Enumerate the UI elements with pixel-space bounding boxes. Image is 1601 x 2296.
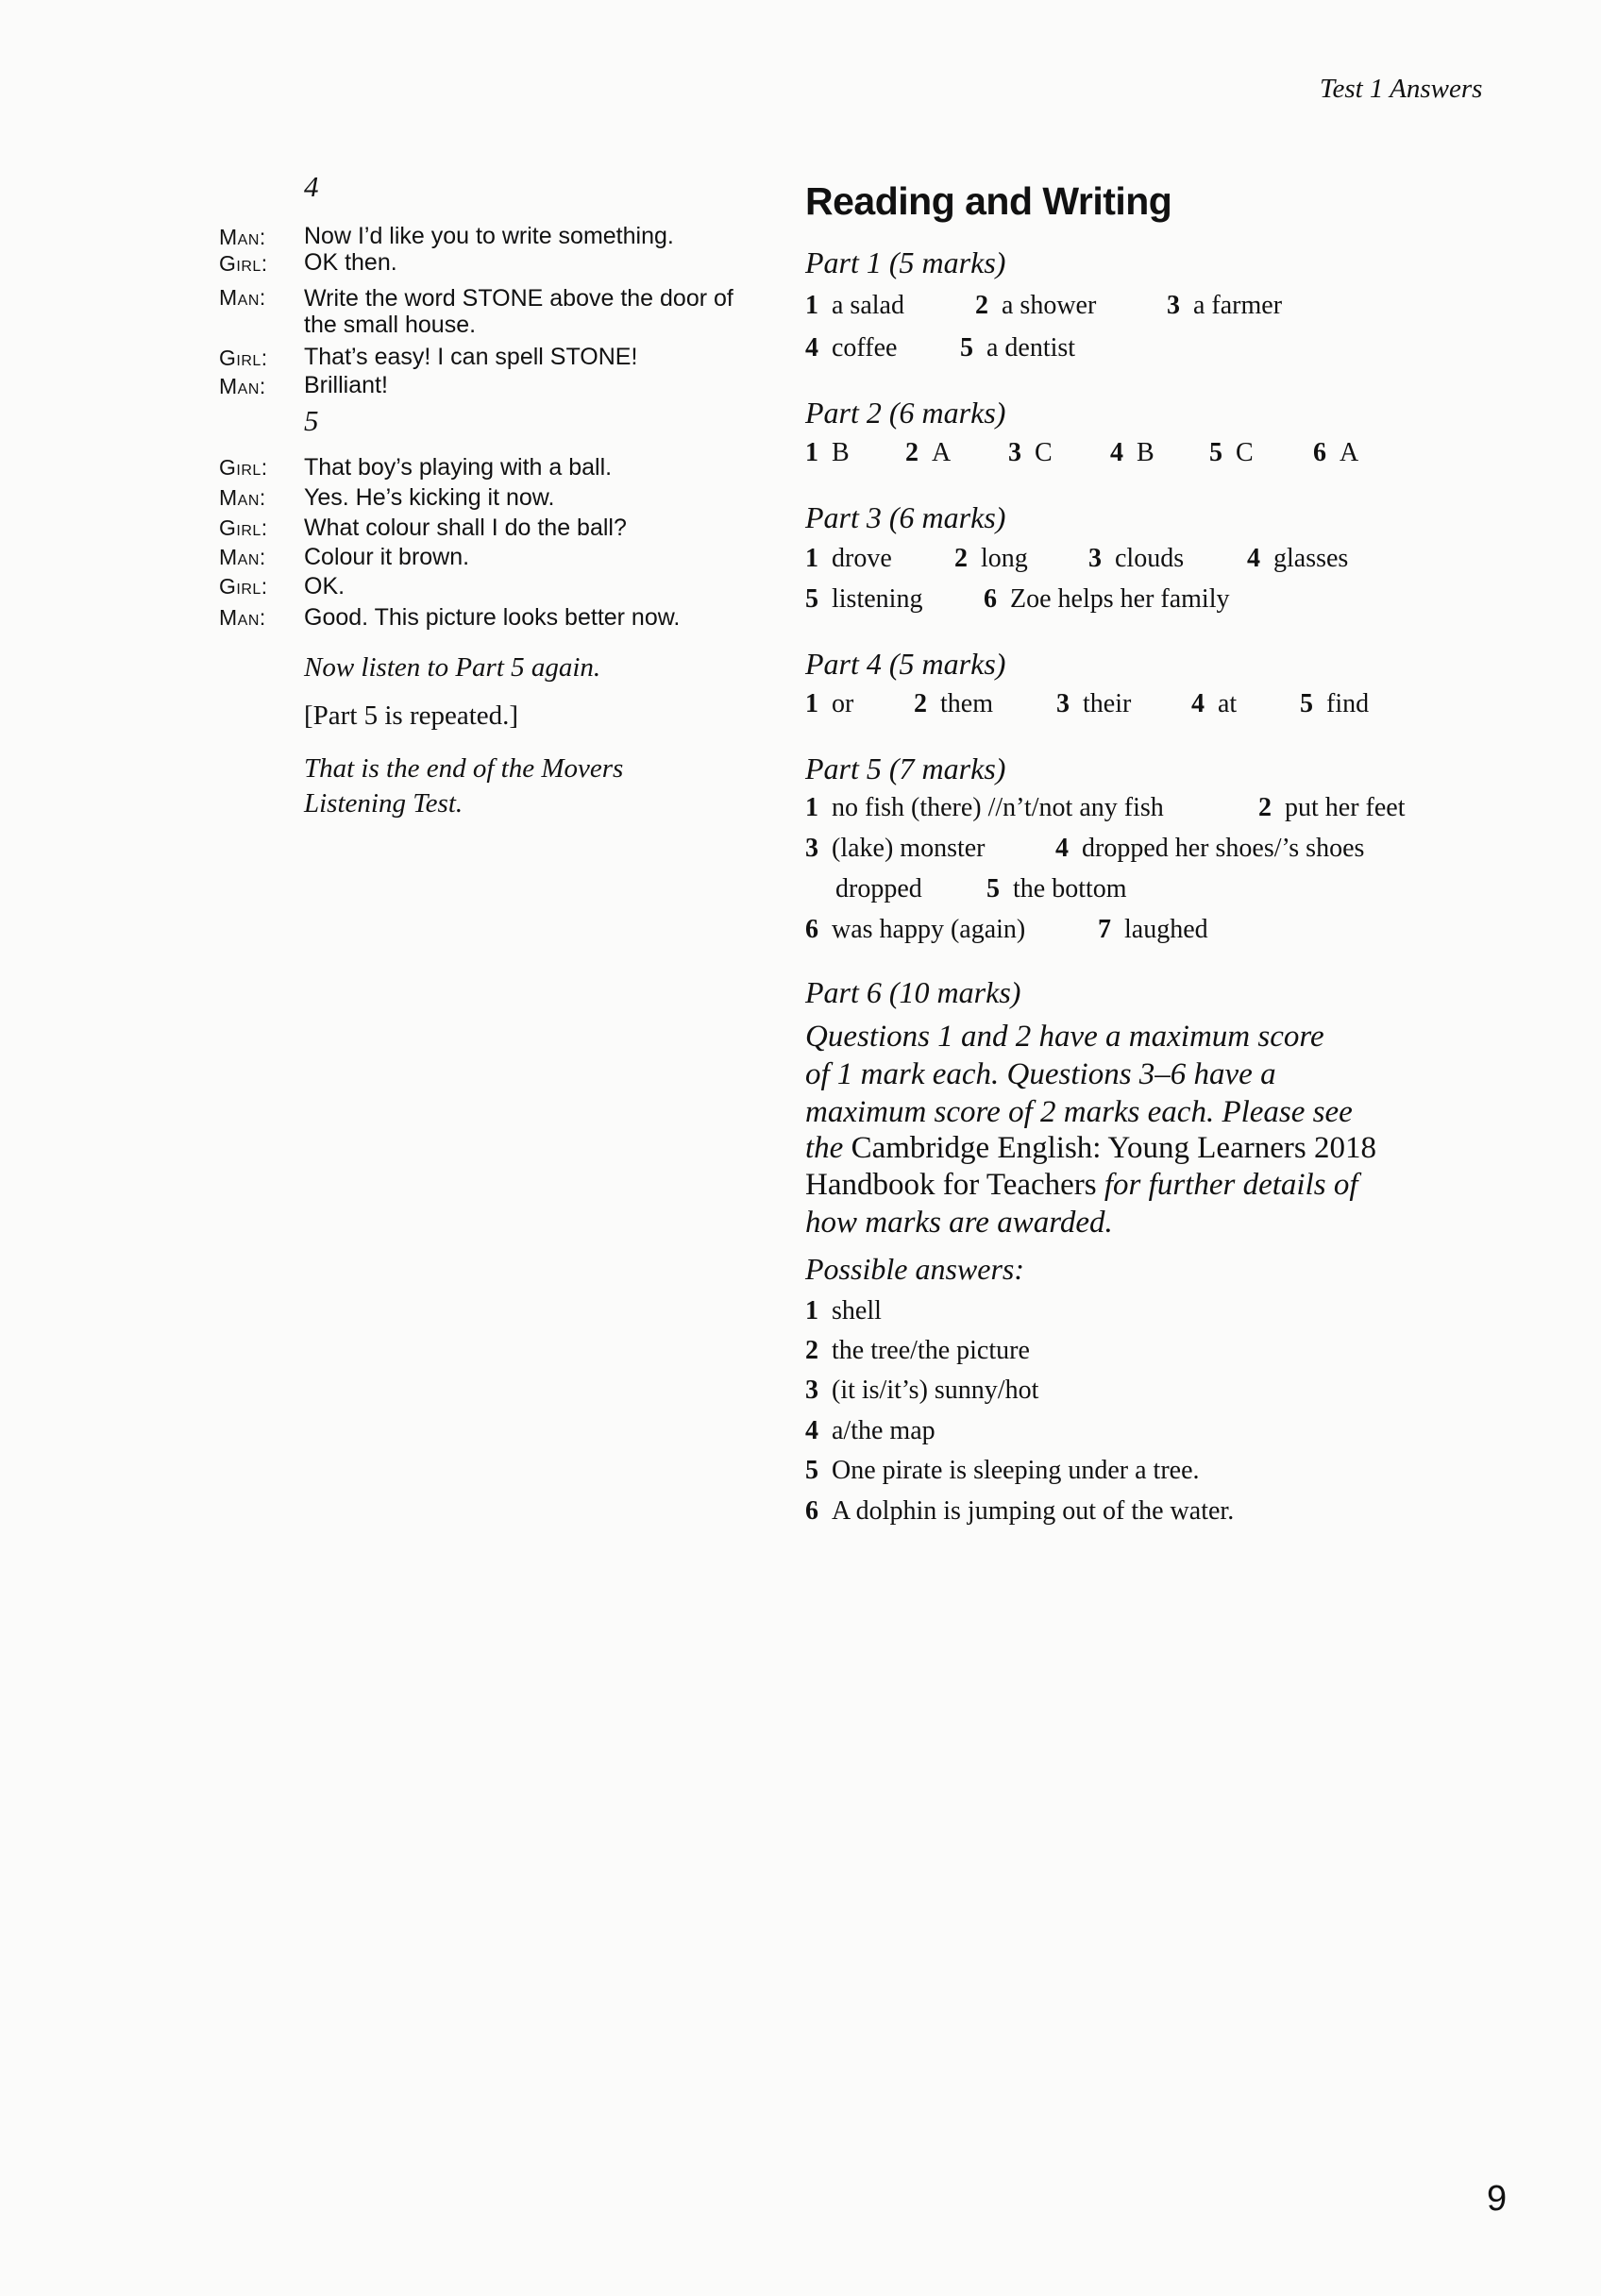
answer-item [1110,438,1154,468]
speaker-label: Man: [219,225,266,249]
answer-number: 5 [1209,438,1222,467]
transcript-line: Now I’d like you to write something. [304,223,674,249]
answer-text: long [981,544,1028,573]
answer-number: 1 [805,689,818,718]
answer-item [805,1416,935,1446]
answer-number: 5 [1300,689,1313,718]
answer-text: listening [832,584,923,614]
answer-number: 2 [954,544,968,573]
part6-note: maximum score of 2 marks each. Please see [805,1095,1353,1129]
answer-text: the bottom [1013,874,1127,903]
answer-text: no fish (there) //n’t/not any fish [832,793,1164,822]
answer-number: 1 [805,544,818,573]
answer-item [805,1336,1030,1366]
transcript-line: Good. This picture looks better now. [304,604,681,631]
answer-item [805,1376,1038,1406]
answer-number: 4 [1055,834,1069,863]
answer-text: A [932,438,952,467]
answer-text: Zoe helps her family [1010,584,1230,614]
part6-note: of 1 mark each. Questions 3–6 have a [805,1057,1276,1091]
answer-number: 2 [1258,793,1272,822]
transcript-line: OK. [304,573,345,599]
speaker-label: Man: [219,545,266,569]
transcript-line: Brilliant! [304,372,388,398]
answer-item [805,915,1025,945]
answer-text: (lake) monster [832,834,986,863]
answer-number: 4 [1191,689,1205,718]
answer-number: 3 [1167,291,1180,320]
note-segment: for further details of [1104,1168,1358,1202]
answer-item [1258,793,1406,823]
answer-number: 2 [805,1336,818,1365]
answer-item [960,333,1075,363]
question-number: 5 [304,404,319,437]
end-note: That is the end of the Movers [304,753,624,784]
speaker-label: Girl: [219,515,268,540]
speaker-label: Man: [219,285,266,310]
answer-item [805,438,850,468]
answer-item [1313,438,1358,468]
answer-text: A dolphin is jumping out of the water. [832,1496,1235,1526]
speaker-label: Girl: [219,251,268,276]
answer-number: 5 [805,584,818,614]
answer-number: 3 [1008,438,1021,467]
answer-item [805,1496,1234,1527]
note-segment: Handbook for Teachers [805,1168,1097,1202]
answer-text: B [832,438,850,467]
answer-text: C [1035,438,1053,467]
answer-number: 4 [805,1416,818,1445]
answer-number: 2 [975,291,988,320]
answer-item [914,689,993,719]
answer-text: put her feet [1285,793,1406,822]
part6-note: Questions 1 and 2 have a maximum score [805,1020,1324,1054]
answer-text: find [1326,689,1370,718]
answer-item [805,333,897,363]
answer-number: 4 [805,333,818,363]
answer-item [1055,834,1364,864]
answer-item [1209,438,1254,468]
answer-item [954,544,1028,574]
running-title: Test 1 Answers [1320,74,1483,104]
answer-text: a/the map [832,1416,935,1445]
answer-item [986,874,1127,904]
answer-item [1098,915,1208,945]
part6-note [805,1131,1376,1166]
answer-number: 4 [1110,438,1123,467]
answer-number: 1 [805,793,818,822]
answer-number: 5 [960,333,973,363]
answer-item [1088,544,1184,574]
possible-answers-label: Possible answers: [805,1252,1024,1286]
answer-item [805,1456,1200,1486]
stage-direction: [Part 5 is repeated.] [304,701,519,731]
answer-text: dropped [835,874,922,903]
answer-text: them [940,689,993,718]
answer-text: clouds [1115,544,1185,573]
speaker-label: Man: [219,374,266,398]
answer-item [805,544,892,574]
answer-text: the tree/the picture [832,1336,1030,1365]
transcript-line: That boy’s playing with a ball. [304,454,613,481]
answer-text: laughed [1124,915,1208,944]
answer-number: 1 [805,1296,818,1325]
answer-item [805,291,904,321]
answer-text: coffee [832,333,898,363]
part6-note: how marks are awarded. [805,1206,1113,1240]
part-heading: Part 4 (5 marks) [805,647,1006,681]
answer-text: at [1218,689,1238,718]
answer-item [1191,689,1237,719]
answer-item [805,689,853,719]
part-heading: Part 6 (10 marks) [805,975,1021,1009]
answer-item [1056,689,1131,719]
transcript-line: Write the word STONE above the door of [304,285,733,312]
speaker-label: Girl: [219,574,268,599]
answer-item [1167,291,1282,321]
answer-text: glasses [1273,544,1349,573]
answer-item [805,834,986,864]
speaker-label: Man: [219,605,266,630]
answer-item [1008,438,1053,468]
answer-item [1300,689,1369,719]
answer-number: 6 [1313,438,1326,467]
speaker-label: Man: [219,485,266,510]
transcript-line: OK then. [304,249,397,276]
answer-text: (it is/it’s) sunny/hot [832,1376,1039,1405]
transcript-line-cont: the small house. [304,312,477,338]
answer-text: a farmer [1193,291,1283,320]
note-segment: Cambridge English: Young Learners 2018 [851,1131,1376,1165]
answer-text: or [832,689,854,718]
answer-text: A [1340,438,1359,467]
part-heading: Part 1 (5 marks) [805,245,1006,279]
answer-text: a shower [1002,291,1097,320]
part-heading: Part 5 (7 marks) [805,751,1006,785]
answer-number: 2 [905,438,918,467]
answer-item [975,291,1096,321]
answer-number: 3 [805,834,818,863]
answer-text: shell [832,1296,882,1325]
answer-item-cont [835,874,922,904]
answer-number: 6 [805,915,818,944]
part-heading: Part 2 (6 marks) [805,396,1006,430]
answer-item [1247,544,1348,574]
answer-text: a dentist [986,333,1076,363]
answer-number: 1 [805,438,818,467]
answer-item [805,793,1164,823]
note-segment: the [805,1131,844,1165]
answer-number: 3 [1088,544,1102,573]
answer-number: 7 [1098,915,1111,944]
part6-note [805,1168,1357,1203]
section-title: Reading and Writing [805,179,1172,223]
answer-text: was happy (again) [832,915,1026,944]
page-number: 9 [1487,2179,1508,2219]
answer-text: their [1083,689,1132,718]
speaker-label: Girl: [219,346,268,370]
answer-text: dropped her shoes/’s shoes [1082,834,1365,863]
answer-text: a salad [832,291,904,320]
answer-text: drove [832,544,892,573]
transcript-line: What colour shall I do the ball? [304,515,627,541]
answer-number: 1 [805,291,818,320]
answer-number: 4 [1247,544,1260,573]
answer-number: 5 [805,1456,818,1485]
answer-item [805,1296,882,1326]
transcript-line: That’s easy! I can spell STONE! [304,344,638,370]
part-heading: Part 3 (6 marks) [805,500,1006,534]
end-note: Listening Test. [304,788,463,819]
stage-direction: Now listen to Part 5 again. [304,652,601,683]
answer-number: 6 [805,1496,818,1526]
speaker-label: Girl: [219,455,268,480]
answer-text: One pirate is sleeping under a tree. [832,1456,1200,1485]
answer-number: 2 [914,689,927,718]
answer-item [905,438,951,468]
answer-number: 3 [805,1376,818,1405]
question-number: 4 [304,170,319,203]
answer-text: B [1137,438,1154,467]
answer-number: 5 [986,874,1000,903]
answer-item [984,584,1229,615]
answer-number: 6 [984,584,997,614]
answer-number: 3 [1056,689,1070,718]
transcript-line: Colour it brown. [304,544,470,570]
answer-text: C [1236,438,1254,467]
transcript-line: Yes. He’s kicking it now. [304,484,555,511]
answer-item [805,584,922,615]
